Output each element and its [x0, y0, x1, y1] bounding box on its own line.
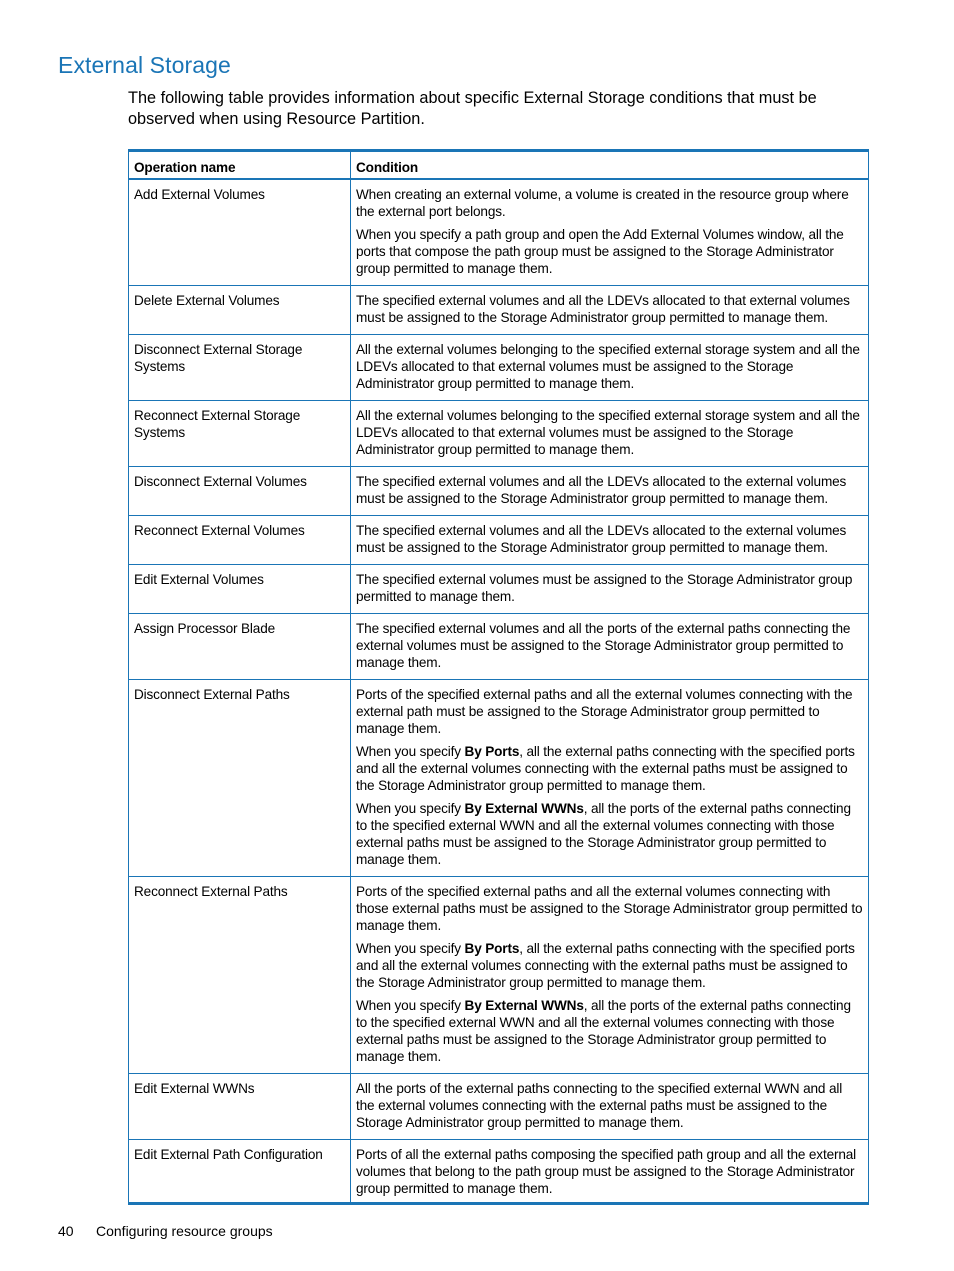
condition-cell — [351, 285, 869, 334]
condition-cell — [351, 1139, 869, 1203]
condition-cell — [351, 679, 869, 876]
column-header-condition: Condition — [351, 151, 869, 179]
condition-paragraph — [356, 186, 863, 220]
condition-text: The specified external volumes and all the LDEVs allocated to the external volumes must be assigned to the Storage Administrator group permitted to manage them. — [356, 522, 847, 555]
condition-cell — [351, 466, 869, 515]
condition-cell — [351, 613, 869, 679]
table-header-row — [129, 151, 869, 179]
condition-paragraph — [356, 883, 863, 934]
condition-cell — [351, 179, 869, 286]
table-row — [129, 876, 869, 1073]
table-row — [129, 1073, 869, 1139]
condition-paragraph — [356, 522, 863, 556]
condition-option-name: By External WWNs — [464, 997, 584, 1013]
condition-text: All the external volumes belonging to the specified external storage system and all the LDEVs allocated to that external volumes must be assigned to the Storage Administrator group permitted to manage them. — [356, 341, 860, 391]
table-row — [129, 466, 869, 515]
operation-name-cell: Disconnect External Paths — [129, 679, 351, 876]
operation-name-cell: Edit External Path Configuration — [129, 1139, 351, 1203]
table-row — [129, 515, 869, 564]
condition-text: The specified external volumes and all the LDEVs allocated to that external volumes must be assigned to the Storage Administrator group permitted to manage them. — [356, 292, 850, 325]
condition-text-continued: , all the ports of the external paths connecting to the specified external WWN and all the external volumes connecting with those external paths must be assigned to the Storage Administrator group permitted to manage them. — [356, 997, 851, 1064]
condition-text: When you specify a path group and open the Add External Volumes window, all the ports that compose the path group must be assigned to the Storage Administrator group permitted to manage them. — [356, 226, 844, 276]
page-title: External Storage — [58, 52, 231, 78]
operation-name-cell: Assign Processor Blade — [129, 613, 351, 679]
condition-text: When you specify — [356, 743, 465, 759]
page-footer — [58, 1223, 273, 1240]
table-row — [129, 285, 869, 334]
condition-paragraph — [356, 1146, 863, 1197]
condition-cell — [351, 515, 869, 564]
condition-option-name: By Ports — [464, 940, 520, 956]
condition-option-name: By External WWNs — [464, 800, 584, 816]
operation-name-cell: Reconnect External Paths — [129, 876, 351, 1073]
condition-text-continued: , all the ports of the external paths connecting to the specified external WWN and all the external volumes connecting with those external paths must be assigned to the Storage Administrator group permitted to manage them. — [356, 800, 851, 867]
table-row — [129, 613, 869, 679]
operation-name-cell: Disconnect External Volumes — [129, 466, 351, 515]
condition-text: Ports of all the external paths composing the specified path group and all the external volumes that belong to the path group must be assigned to the Storage Administrator group permitted to manage them. — [356, 1146, 857, 1196]
operation-name-cell: Reconnect External Storage Systems — [129, 400, 351, 466]
operation-name-cell: Edit External WWNs — [129, 1073, 351, 1139]
operation-name-cell: Reconnect External Volumes — [129, 515, 351, 564]
operation-name-cell: Edit External Volumes — [129, 564, 351, 613]
condition-paragraph — [356, 571, 863, 605]
condition-paragraph — [356, 620, 863, 671]
condition-text: When creating an external volume, a volume is created in the resource group where the external port belongs. — [356, 186, 849, 219]
condition-cell — [351, 334, 869, 400]
condition-paragraph — [356, 686, 863, 737]
condition-paragraph — [356, 407, 863, 458]
condition-text: When you specify — [356, 800, 465, 816]
condition-paragraph — [356, 226, 863, 277]
condition-text: All the ports of the external paths connecting to the specified external WWN and all the external volumes connecting with the external paths must be assigned to the Storage Administrator group permitted to manage them. — [356, 1080, 843, 1130]
column-header-operation: Operation name — [129, 151, 351, 179]
footer-section-title: Configuring resource groups — [96, 1223, 273, 1239]
operation-name-cell: Delete External Volumes — [129, 285, 351, 334]
table-row — [129, 1139, 869, 1203]
intro-paragraph: The following table provides information about specific External Storage conditions that must be observed when using Resource Partition. — [128, 89, 817, 128]
condition-paragraph — [356, 292, 863, 326]
condition-cell — [351, 564, 869, 613]
condition-paragraph — [356, 1080, 863, 1131]
table-row — [129, 179, 869, 286]
table-row — [129, 400, 869, 466]
condition-text: When you specify — [356, 940, 465, 956]
condition-paragraph — [356, 800, 863, 868]
condition-paragraph — [356, 997, 863, 1065]
page-number: 40 — [58, 1223, 74, 1239]
condition-option-name: By Ports — [464, 743, 520, 759]
condition-cell — [351, 1073, 869, 1139]
operation-name-cell: Disconnect External Storage Systems — [129, 334, 351, 400]
condition-text: The specified external volumes must be assigned to the Storage Administrator group permitted to manage them. — [356, 571, 853, 604]
table-row — [129, 334, 869, 400]
condition-paragraph — [356, 743, 863, 794]
condition-text-continued: , all the external paths connecting with the specified ports and all the external volumes connecting with the external paths must be assigned to the Storage Administrator group permitted to manage them. — [356, 940, 855, 990]
condition-text-continued: , all the external paths connecting with the specified ports and all the external volumes connecting with the external paths must be assigned to the Storage Administrator group permitted to manage them. — [356, 743, 855, 793]
condition-cell — [351, 876, 869, 1073]
condition-text: Ports of the specified external paths and all the external volumes connecting with those external paths must be assigned to the Storage Administrator group permitted to manage them. — [356, 883, 863, 933]
condition-text: When you specify — [356, 997, 465, 1013]
condition-text: Ports of the specified external paths and all the external volumes connecting with the external path must be assigned to the Storage Administrator group permitted to manage them. — [356, 686, 853, 736]
condition-text: The specified external volumes and all the ports of the external paths connecting the external volumes must be assigned to the Storage Administrator group permitted to manage them. — [356, 620, 851, 670]
condition-text: All the external volumes belonging to the specified external storage system and all the LDEVs allocated to that external volumes must be assigned to the Storage Administrator group permitted to manage them. — [356, 407, 860, 457]
conditions-table — [128, 149, 869, 1205]
condition-paragraph — [356, 341, 863, 392]
table-row — [129, 679, 869, 876]
condition-cell — [351, 400, 869, 466]
condition-text: The specified external volumes and all the LDEVs allocated to the external volumes must be assigned to the Storage Administrator group permitted to manage them. — [356, 473, 847, 506]
condition-paragraph — [356, 940, 863, 991]
table-body — [129, 179, 869, 1204]
operation-name-cell: Add External Volumes — [129, 179, 351, 286]
table-row — [129, 564, 869, 613]
condition-paragraph — [356, 473, 863, 507]
